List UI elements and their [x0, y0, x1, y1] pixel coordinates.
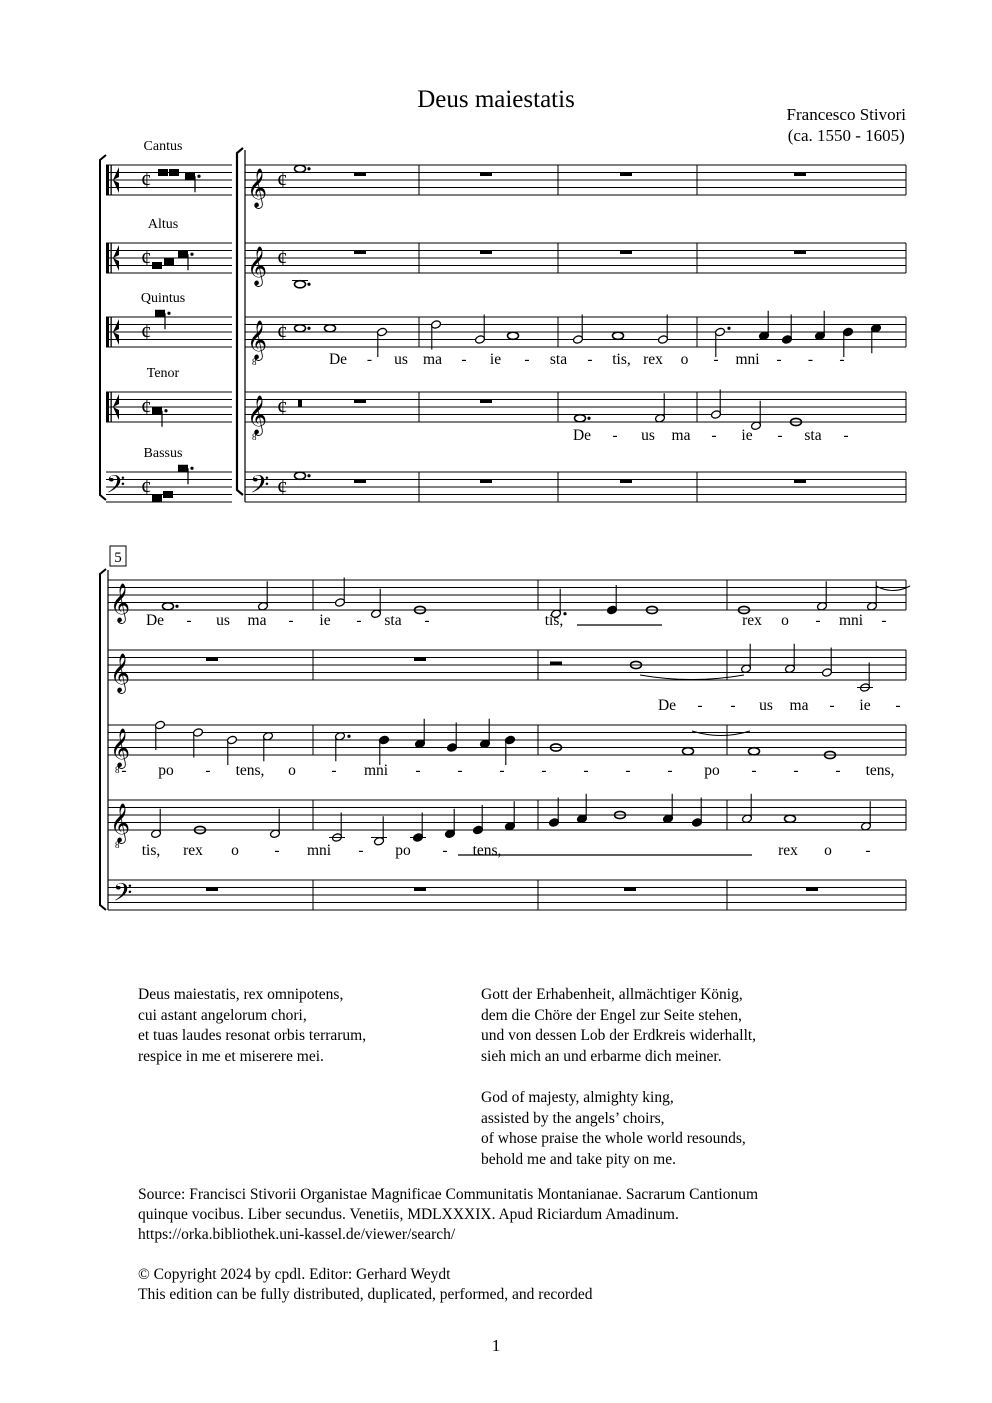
note [292, 281, 311, 288]
whole-rest-icon [414, 888, 426, 892]
incipit-staff [106, 317, 232, 347]
composer-dates: (ca. 1550 - 1605) [787, 126, 905, 145]
lyric-syllable: tens, [235, 762, 265, 779]
lyric-syllable: De [657, 697, 677, 714]
cut-time-icon: ¢ [277, 168, 288, 192]
voice-label: Tenor [146, 366, 180, 381]
note [749, 748, 760, 755]
lyric-syllable: - [457, 762, 463, 779]
note [447, 723, 458, 753]
note [295, 472, 311, 479]
lyric-syllable: tis, [612, 351, 631, 368]
dot [307, 474, 310, 477]
note [473, 805, 484, 835]
note [683, 748, 694, 755]
lyric-syllable: rex [742, 612, 762, 629]
lyric-syllable: ma [247, 612, 267, 629]
tie [640, 675, 744, 680]
whole-rest-icon [354, 400, 366, 404]
note [371, 589, 382, 619]
whole-rest-icon [620, 173, 632, 177]
note [607, 585, 618, 615]
lyric-syllable: o [680, 351, 689, 368]
lyric-syllable: ie [319, 612, 331, 629]
staff [108, 880, 906, 910]
dot [190, 467, 193, 470]
source-url[interactable]: https://orka.bibliothek.uni-kassel.de/viewer/search/ [138, 1226, 456, 1243]
lyric-syllable: - [667, 762, 673, 779]
latin-text [138, 985, 366, 1067]
whole-rest-icon [354, 480, 366, 484]
whole-rest-icon [794, 480, 806, 484]
cut-time-icon: ¢ [141, 168, 152, 192]
cut-time-icon: ¢ [141, 320, 152, 344]
lyric-syllable: - [895, 697, 901, 714]
note [164, 258, 174, 265]
lyric-syllable: - [713, 351, 719, 368]
lyric-syllable: - [865, 842, 871, 859]
note [759, 311, 770, 341]
note [169, 169, 179, 176]
source-line: quinque vocibus. Liber secundus. Venetiis, MDLXXXIX. Apud Riciardum Amadinum. [138, 1206, 679, 1223]
german-line: dem die Chöre der Engel zur Seite stehen, [481, 1006, 742, 1024]
note [871, 323, 882, 353]
cut-time-icon: ¢ [277, 246, 288, 270]
whole-rest-icon [354, 173, 366, 177]
lyric-syllable: mni [363, 762, 389, 779]
english-line: behold me and take pity on me. [481, 1150, 676, 1168]
lyric-syllable: - [274, 842, 280, 859]
system-bracket [237, 148, 243, 495]
lyric-syllable: - [288, 612, 294, 629]
treble-clef-icon: 𝄞 [247, 248, 268, 285]
note [178, 465, 194, 485]
note [613, 332, 624, 339]
lyric-syllable: - [524, 351, 530, 368]
staff [245, 392, 906, 422]
lyric-syllable: ma [789, 697, 809, 714]
half-rest-icon [550, 662, 562, 666]
staff [245, 472, 906, 502]
incipit-bracket [100, 155, 106, 500]
lyric-syllable: us [394, 351, 408, 368]
octave-mark: 8 [115, 765, 120, 775]
note [785, 644, 796, 674]
staff [245, 165, 906, 195]
dot [587, 417, 590, 420]
lyric-syllable: tis, [544, 612, 564, 629]
lyric-syllable: o [781, 612, 789, 629]
treble-clef-icon: 𝄞 [247, 322, 268, 359]
dot [197, 175, 200, 178]
lyric-syllable: rex [183, 842, 203, 859]
lyric-syllable: - [583, 762, 589, 779]
whole-rest-icon [480, 173, 492, 177]
note [325, 325, 336, 332]
note [822, 648, 833, 678]
dot [190, 253, 193, 256]
note [295, 325, 311, 332]
note [655, 393, 666, 423]
note [857, 663, 873, 693]
lyric-syllable: - [366, 351, 373, 368]
note [335, 731, 351, 761]
treble-clef-icon: 𝄞 [110, 730, 131, 767]
whole-rest-icon [794, 173, 806, 177]
note [663, 794, 674, 824]
staff [108, 650, 906, 680]
note [295, 165, 311, 172]
treble-clef-icon: 𝄞 [247, 170, 268, 207]
cut-time-icon: ¢ [141, 395, 152, 419]
lyric-syllable: De [328, 351, 348, 368]
lyric-syllable: o [824, 842, 832, 859]
lyric-syllable: o [288, 762, 296, 779]
note [151, 809, 162, 839]
note [410, 813, 426, 843]
lyric-syllable: mni [735, 351, 760, 368]
note [152, 262, 162, 269]
lyric-syllable: - [424, 612, 430, 629]
measure-number: 5 [114, 550, 122, 566]
english-line: of whose praise the whole world resounds, [481, 1130, 746, 1147]
lyric-syllable: sta [804, 427, 822, 444]
lyric-syllable: ie [859, 697, 871, 714]
note [742, 794, 753, 824]
lyric-syllable: - [499, 762, 505, 779]
octave-mark: 8 [252, 432, 257, 442]
note [258, 581, 269, 611]
cut-time-icon: ¢ [277, 320, 288, 344]
staff [108, 580, 906, 610]
cut-time-icon: ¢ [277, 475, 288, 499]
german-line: und von dessen Lob der Erdkreis widerhallt, [481, 1027, 757, 1044]
license-line: This edition can be fully distributed, duplicated, performed, and recorded [138, 1286, 593, 1303]
dot [307, 167, 310, 170]
note [785, 815, 796, 822]
lyric-syllable: - [461, 351, 467, 368]
note [573, 315, 584, 345]
voice-label: Cantus [143, 139, 183, 154]
treble-clef-icon: 𝄞 [110, 805, 131, 842]
lyric-syllable: - [587, 351, 593, 368]
whole-rest-icon [620, 251, 632, 255]
whole-rest-icon [624, 888, 636, 892]
whole-rest-icon [206, 888, 218, 892]
lyric-syllable: - [625, 762, 631, 779]
incipit-staff [106, 392, 232, 422]
whole-rest-icon [620, 480, 632, 484]
note [431, 320, 442, 350]
dot [727, 327, 730, 330]
source-note [138, 1185, 758, 1245]
lyric-syllable: - [807, 351, 814, 368]
page-number: 1 [491, 1336, 501, 1355]
lyric-syllable: tens, [865, 762, 895, 779]
note [193, 728, 204, 758]
note [155, 720, 166, 750]
lyric-syllable: - [186, 612, 192, 629]
dot [164, 409, 167, 412]
lyric-syllable: mni [838, 612, 864, 629]
lyric-syllable: rex [778, 842, 798, 859]
note [505, 801, 516, 831]
note [782, 315, 793, 345]
note [505, 735, 516, 765]
note [815, 311, 826, 341]
treble-clef-icon: 𝄞 [110, 655, 131, 692]
lyric-syllable: - [730, 697, 736, 714]
lyric-syllable: - [776, 351, 782, 368]
lyric-syllable: - [541, 762, 547, 779]
german-text [481, 985, 756, 1067]
latin-line: Deus maiestatis, rex omnipotens, [138, 986, 344, 1003]
note [163, 491, 173, 498]
lyric-syllable: - [829, 697, 835, 714]
note [741, 644, 752, 674]
note [711, 390, 722, 420]
note [508, 332, 519, 339]
staff [245, 243, 906, 273]
lyric-syllable: po [704, 762, 720, 779]
lyric-syllable: ie [741, 427, 753, 444]
english-text [481, 1088, 746, 1170]
note [371, 816, 387, 846]
whole-rest-icon [414, 658, 426, 662]
copyright-note [138, 1265, 593, 1305]
lyric-syllable: - [751, 762, 757, 779]
bass-clef-icon: 𝄢 [106, 471, 126, 505]
whole-rest-icon [480, 251, 492, 255]
lyric-syllable: sta [549, 351, 568, 368]
note [867, 581, 878, 611]
note [270, 809, 281, 839]
composer-name: Francesco Stivori [786, 105, 906, 124]
latin-line: et tuas laudes resonat orbis terrarum, [138, 1027, 367, 1044]
octave-mark: 8 [115, 840, 120, 850]
note [475, 315, 486, 345]
note [445, 809, 456, 839]
latin-line: cui astant angelorum chori, [138, 1006, 307, 1024]
cut-time-icon: ¢ [277, 395, 288, 419]
lyric-syllable: ma [423, 351, 442, 368]
lyric-syllable: po [395, 842, 411, 859]
lyric-syllable: - [612, 427, 618, 444]
note [185, 173, 201, 193]
note [335, 578, 346, 608]
note [263, 731, 274, 761]
dot [563, 612, 566, 615]
lyric-syllable: us [759, 697, 773, 714]
lyric-syllable: us [641, 427, 655, 444]
lyric-syllable: us [216, 612, 230, 629]
whole-rest-icon [206, 658, 218, 662]
lyric-syllable: - [358, 842, 364, 859]
lyric-syllable: - [793, 762, 799, 779]
lyric-syllable: ma [671, 427, 691, 444]
voice-label: Bassus [143, 446, 183, 461]
note [658, 315, 669, 345]
breve-rest-icon [298, 400, 302, 408]
lyric-syllable: - [205, 762, 211, 779]
cut-time-icon: ¢ [141, 246, 152, 270]
note [415, 719, 426, 749]
whole-rest-icon [354, 251, 366, 255]
lyric-syllable: - [356, 612, 362, 629]
source-line: Source: Francisci Stivorii Organistae Magnificae Communitatis Montanianae. Sacrarum Cantionum [138, 1186, 759, 1203]
note [152, 407, 168, 427]
lyric-syllable: De [572, 427, 592, 444]
dot [167, 312, 170, 315]
german-line: sieh mich an und erbarme dich meiner. [481, 1047, 722, 1065]
piece-title: Deus maiestatis [417, 86, 575, 113]
note [480, 719, 491, 749]
tie [692, 731, 750, 736]
note [575, 415, 591, 422]
lyric-syllable: mni [306, 842, 332, 859]
lyric-syllable: - [415, 762, 421, 779]
incipit-staff [106, 243, 232, 273]
note [377, 327, 388, 357]
dot [175, 605, 178, 608]
note [152, 495, 162, 502]
voice-label: Altus [147, 217, 179, 232]
dot [307, 283, 310, 286]
tie [876, 586, 910, 591]
note [329, 813, 345, 843]
note [155, 310, 171, 330]
note [861, 801, 872, 831]
note [692, 798, 703, 828]
lyric-syllable: - [711, 427, 717, 444]
english-line: God of majesty, almighty king, [481, 1089, 674, 1106]
note [227, 735, 238, 765]
note [178, 251, 194, 271]
voice-label: Quintus [140, 291, 186, 306]
lyric-syllable: De [145, 612, 165, 629]
note [817, 581, 828, 611]
treble-clef-icon: 𝄞 [247, 397, 268, 434]
lyric-syllable: - [835, 762, 841, 779]
note [577, 794, 588, 824]
note [379, 735, 390, 765]
note [163, 603, 179, 610]
lyric-syllable: po [158, 762, 174, 779]
lyric-syllable: - [839, 351, 845, 368]
bass-clef-icon: 𝄢 [113, 879, 133, 913]
cut-time-icon: ¢ [141, 475, 152, 499]
bass-clef-icon: 𝄢 [250, 471, 270, 505]
lyric-syllable: - [815, 612, 821, 629]
system-bracket [100, 569, 106, 910]
english-line: assisted by the angels’ choirs, [481, 1109, 665, 1127]
lyric-syllable: ie [489, 351, 502, 368]
lyric-syllable: - [843, 427, 849, 444]
note [158, 169, 168, 176]
lyric-syllable: tens, [472, 842, 502, 859]
whole-rest-icon [480, 480, 492, 484]
copyright-line: © Copyright 2024 by cpdl. Editor: Gerhard Weydt [138, 1266, 451, 1283]
whole-rest-icon [480, 400, 492, 404]
german-line: Gott der Erhabenheit, allmächtiger König, [481, 986, 743, 1003]
lyric-syllable: rex [643, 351, 663, 368]
octave-mark: 8 [252, 357, 257, 367]
lyric-syllable: - [331, 762, 337, 779]
lyric-syllable: sta [384, 612, 402, 629]
treble-clef-icon: 𝄞 [110, 585, 131, 622]
lyric-syllable: - [881, 612, 887, 629]
lyric-syllable: o [231, 842, 239, 859]
dot [307, 327, 310, 330]
dot [347, 735, 350, 738]
lyric-syllable: - [121, 762, 127, 779]
whole-rest-icon [794, 251, 806, 255]
lyric-syllable: - [777, 427, 783, 444]
latin-line: respice in me et miserere mei. [138, 1047, 324, 1065]
lyric-syllable: - [442, 842, 448, 859]
lyric-syllable: - [697, 697, 703, 714]
whole-rest-icon [806, 888, 818, 892]
lyric-syllable: tis, [141, 842, 161, 859]
note [549, 798, 560, 828]
